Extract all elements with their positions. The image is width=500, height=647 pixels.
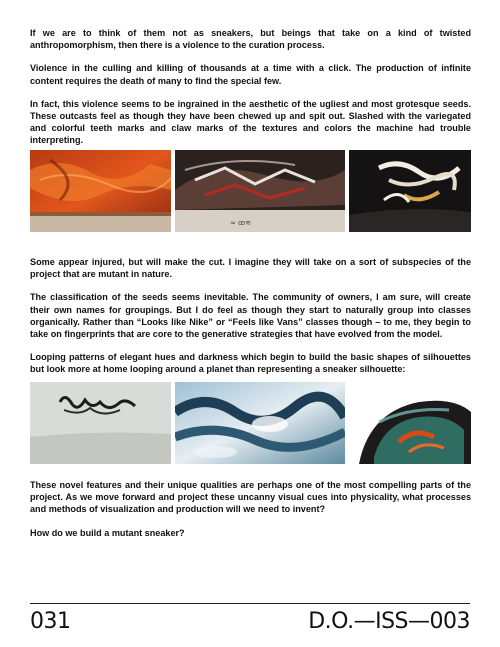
paragraph: In fact, this violence seems to be ingrained in the aesthetic of the ugliest and most grotesque seeds. These outcasts feel as though they have been chewed up and spit out. Slashed with the variegated and colorful teeth marks and claw marks of the textures and colors the machine had trouble interpreting.	[30, 98, 471, 146]
paragraph: The classification of the seeds seems inevitable. The community of owners, I am sure, will create their own names for groupings. But I do feel as though they start to naturally group into classes organically. Rather than “Looks like Nike” or “Feels like Vans” classes though – to me, they begin to take on fingerprints that are core to the generative strategies that have evolved from the model.	[30, 292, 471, 340]
bottom-text	[30, 479, 471, 550]
sneaker-image-dark-chewed	[175, 150, 345, 232]
paragraph: Violence in the culling and killing of thousands at a time with a click. The production of infinite content requires the death of many to find the special few.	[30, 63, 471, 86]
footer-divider	[30, 603, 470, 604]
sneaker-image-white-scribble	[30, 382, 171, 464]
svg-text:≈ ꝏ≋: ≈ ꝏ≋	[230, 219, 252, 227]
sneaker-image-liquid-swirl	[175, 382, 345, 464]
middle-text	[30, 256, 471, 387]
paragraph: Looping patterns of elegant hues and darkness which begin to build the basic shapes of silhouettes but look more at home looping around a planet than representing a sneaker silhouette:	[30, 352, 471, 375]
page-number: 031	[30, 609, 71, 634]
image-row-injured-seeds	[30, 150, 471, 232]
sneaker-image-orange	[30, 150, 171, 232]
paragraph: How do we build a mutant sneaker?	[30, 527, 185, 538]
image-row-looping-patterns	[30, 382, 471, 464]
paragraph: These novel features and their unique qualities are perhaps one of the most compelling parts of the project. As we move forward and project these uncanny visual cues into physicality, what processes and methods of visualization and production will we need to invent?	[30, 480, 471, 515]
sneaker-image-iridescent	[349, 382, 471, 464]
issue-label: D.O.—ISS—003	[308, 609, 470, 634]
paragraph: If we are to think of them not as sneakers, but beings that take on a kind of twisted anthropomorphism, then there is a violence to the curation process.	[30, 28, 471, 51]
paragraph: Some appear injured, but will make the cut. I imagine they will take on a sort of subspecies of the project that are mutant in nature.	[30, 257, 471, 280]
top-text	[30, 27, 471, 158]
sneaker-image-black-white-pattern	[349, 150, 471, 232]
